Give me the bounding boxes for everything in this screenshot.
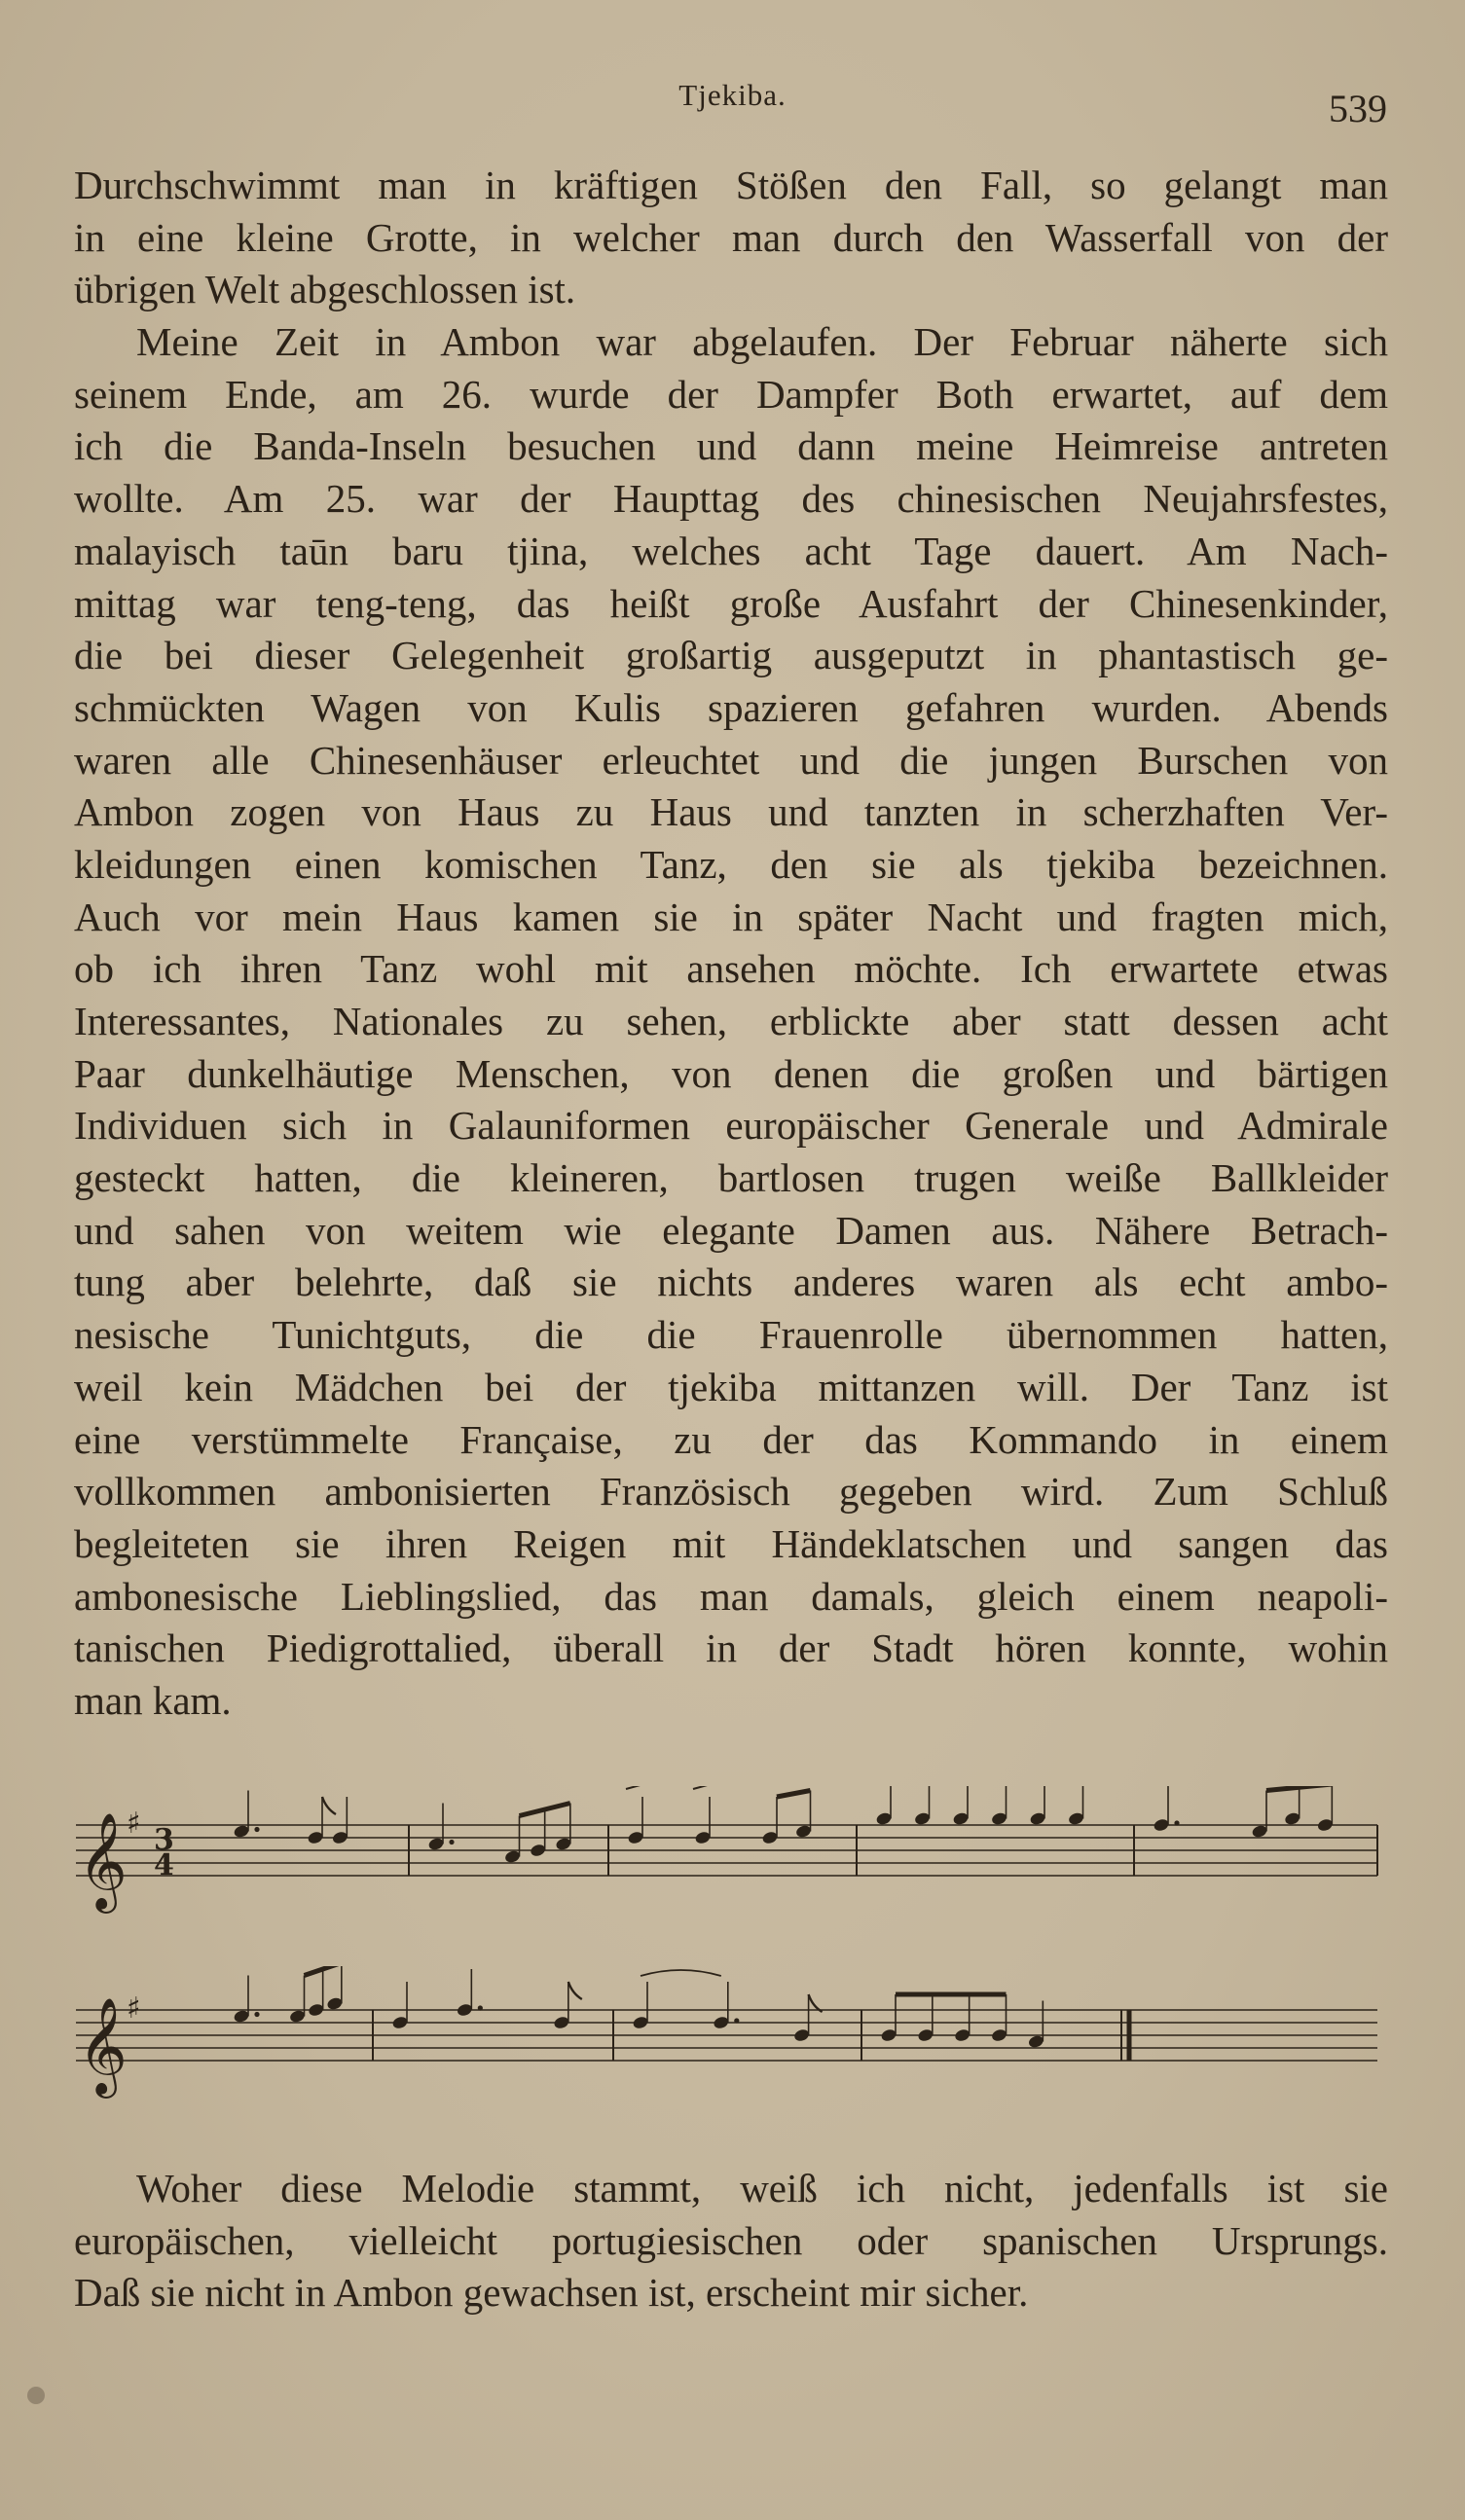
text-line: europäischen, vielleicht portugiesischen oder spanischen Ursprungs.: [74, 2217, 1388, 2263]
augmentation-dot: [449, 1840, 454, 1844]
text-line: Ambon zogen von Haus zu Haus und tanzten in scherzhaften Ver-: [74, 789, 1388, 835]
sharp-sign: ♯: [127, 1807, 141, 1841]
text-line: Meine Zeit in Ambon war abgelaufen. Der Februar näherte sich: [136, 319, 1388, 365]
text-line: kleidungen einen komischen Tanz, den sie als tjekiba bezeichnen.: [74, 841, 1388, 887]
text-line: eine verstümmelte Française, zu der das Kommando in einem: [74, 1416, 1388, 1462]
running-title: Tjekiba.: [678, 78, 787, 112]
text-line: ob ich ihren Tanz wohl mit ansehen möchte. Ich erwartete etwas: [74, 946, 1388, 992]
text-line: waren alle Chinesenhäuser erleuchtet und die jungen Burschen von: [74, 737, 1388, 783]
accent-mark: [626, 1786, 647, 1789]
text-line: Woher diese Melodie stammt, weiß ich nicht, jedenfalls ist sie: [136, 2166, 1388, 2210]
augmentation-dot: [1174, 1820, 1179, 1825]
note-beam: [777, 1791, 811, 1798]
text-line: mittag war teng-teng, das heißt große Ausfahrt der Chinesenkinder,: [74, 580, 1388, 626]
augmentation-dot: [254, 2012, 259, 2017]
text-line: begleiteten sie ihren Reigen mit Händeklatschen und sangen das: [74, 1520, 1388, 1566]
text-line: schmückten Wagen von Kulis spazieren gefahren wurden. Abends: [74, 684, 1388, 730]
treble-clef-icon: 𝄞: [78, 1812, 128, 1910]
sharp-sign: ♯: [127, 1991, 141, 2026]
music-staff-2: [68, 1966, 1392, 2112]
text-line: die bei dieser Gelegenheit großartig ausgeputzt in phantastisch ge-: [74, 633, 1388, 678]
text-line: vollkommen ambonisierten Französisch gegeben wird. Zum Schluß: [74, 1469, 1388, 1515]
tie-arc: [641, 1970, 721, 1976]
text-line: weil kein Mädchen bei der tjekiba mittanzen will. Der Tanz ist: [74, 1364, 1388, 1409]
text-line: man kam.: [74, 1677, 232, 1723]
paragraph-1: [74, 160, 1388, 316]
text-line: Interessantes, Nationales zu sehen, erblickte aber statt dessen acht: [74, 999, 1388, 1043]
text-line: Auch vor mein Haus kamen sie in später Nacht und fragten mich,: [74, 894, 1388, 939]
text-line: ambonesische Lieblingslied, das man damals, gleich einem neapoli-: [74, 1573, 1388, 1619]
text-line: Daß sie nicht in Ambon gewachsen ist, erscheint mir sicher.: [74, 2270, 1029, 2316]
text-line: in eine kleine Grotte, in welcher man durch den Wasserfall von der: [74, 214, 1388, 260]
time-signature-top: 3: [154, 1823, 174, 1857]
note-flag: [322, 1797, 336, 1814]
text-line: nesische Tunichtguts, die die Frauenrolle übernommen hatten,: [74, 1312, 1388, 1358]
text-line: seinem Ende, am 26. wurde der Dampfer Both erwartet, auf dem: [74, 371, 1388, 417]
text-line: ich die Banda-Inseln besuchen und dann meine Heimreise antreten: [74, 423, 1388, 469]
paper-spot: [27, 2387, 45, 2404]
text-line: gesteckt hatten, die kleineren, bartlosen trugen weiße Ballkleider: [74, 1155, 1388, 1201]
music-staff-1: [68, 1786, 1392, 1922]
augmentation-dot: [734, 2018, 739, 2023]
text-line: Paar dunkelhäutige Menschen, von denen die großen und bärtigen: [74, 1050, 1388, 1096]
note-flag: [568, 1982, 582, 1999]
treble-clef-icon: 𝄞: [78, 1997, 128, 2095]
accent-mark: [693, 1786, 714, 1789]
text-line: Durchschwimmt man in kräftigen Stößen den Fall, so gelangt man: [74, 163, 1388, 207]
time-signature-bottom: 4: [154, 1848, 174, 1882]
text-line: tanischen Piedigrottalied, überall in der Stadt hören konnte, wohin: [74, 1625, 1388, 1671]
augmentation-dot: [478, 2005, 483, 2010]
paragraph-3: [74, 2163, 1388, 2319]
text-line: Individuen sich in Galauniformen europäischer Generale und Admirale: [74, 1103, 1388, 1149]
page-number: 539: [1329, 87, 1387, 130]
text-line: wollte. Am 25. war der Haupttag des chinesischen Neujahrsfestes,: [74, 476, 1388, 522]
text-line: und sahen von weitem wie elegante Damen aus. Nähere Betrach-: [74, 1207, 1388, 1253]
closing-text-block: [74, 2163, 1388, 2319]
text-line: übrigen Welt abgeschlossen ist.: [74, 267, 576, 312]
augmentation-dot: [254, 1827, 259, 1832]
text-line: tung aber belehrte, daß sie nichts anderes waren als echt ambo-: [74, 1260, 1388, 1305]
main-text-block: [74, 160, 1388, 1728]
paragraph-2: [74, 316, 1388, 1728]
text-line: malayisch taūn baru tjina, welches acht Tage dauert. Am Nach-: [74, 528, 1388, 573]
